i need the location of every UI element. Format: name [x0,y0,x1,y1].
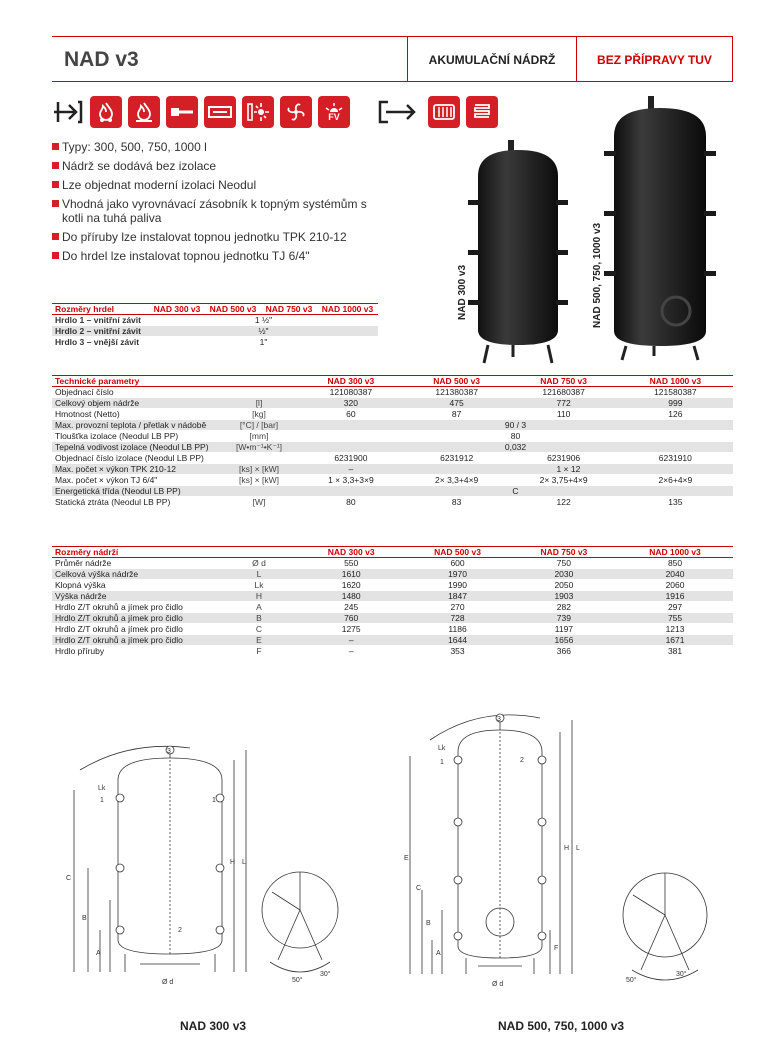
nozzle-label: 3 [167,748,171,755]
dim-label: C [416,885,422,892]
input-arrow-icon [52,96,84,128]
dim-label: C [66,875,72,882]
table-row: Hrdlo 3 – vnější závit 1" [52,337,378,348]
drawing-caption-small: NAD 300 v3 [180,1019,247,1033]
table-header: Technické parametry [52,376,220,387]
dim-label: B [82,915,87,922]
table-row: Objednací číslo 121080387 121380387 121680387 121580387 [52,387,733,398]
nozzle-label: 3 [497,716,501,723]
electric-heater-icon [166,96,198,128]
heat-pump-icon [204,96,236,128]
table-header: NAD 1000 v3 [618,376,733,387]
page-header [52,36,733,82]
floor-heating-icon [466,96,498,128]
table-row: Hrdlo 2 – vnitřní závit ½" [52,326,378,337]
angle-label: 50° [626,977,637,984]
feature-item: Do příruby lze instalovat topnou jednotku TPK 210-12 [52,230,412,244]
table-header: NAD 300 v3 [298,376,404,387]
nozzle-label: 2 [178,927,182,934]
feature-item: Lze objednat moderní izolaci Neodul [52,178,412,192]
table-row: Hrdlo Z/T okruhů a jímek pro čidlo C 1275 1186 1197 1213 [52,624,733,635]
page-title: NAD v3 [64,48,139,71]
nozzle-table [52,303,378,348]
tech-table [52,375,733,508]
dim-label: B [426,920,431,927]
dim-label: L [576,845,580,852]
dim-label: H [564,845,570,852]
dim-label: H [230,859,236,866]
angle-label: 30° [676,971,687,978]
table-header: NAD 500 v3 [404,376,510,387]
table-row: Tepelná vodivost izolace (Neodul LB PP) [W•m⁻¹•K⁻¹] 0,032 [52,442,733,453]
table-row: Výška nádrže H 1480 1847 1903 1916 [52,591,733,602]
nozzle-label: 1 [100,797,104,804]
dim-label: A [96,950,101,957]
pv-label: FV [328,111,340,122]
tank-label-large: NAD 500, 750, 1000 v3 [592,222,603,328]
tag-label: BEZ PŘÍPRAVY TUV [576,37,732,81]
table-header [220,547,298,558]
table-row: Klopná výška Lk 1620 1990 2050 2060 [52,580,733,591]
fan-heating-icon [280,96,312,128]
table-row: Hrdlo Z/T okruhů a jímek pro čidlo A 245 270 282 297 [52,602,733,613]
nozzle-label: 1 [212,797,216,804]
dim-label: Lk [438,745,446,752]
table-header: NAD 300 v3 [298,547,404,558]
table-header: NAD 300 v3 [149,304,205,315]
nozzle-label: 2 [520,757,524,764]
table-header [220,376,298,387]
angle-label: 50° [292,977,303,984]
table-header: NAD 750 v3 [511,547,617,558]
feature-item: Typy: 300, 500, 750, 1000 l [52,140,412,154]
feature-list [52,140,412,268]
table-header: NAD 500 v3 [205,304,261,315]
table-row: Celkový objem nádrže [l] 320 475 772 999 [52,398,733,409]
drawing-small-tank [60,740,360,1000]
tank-photo-small [468,140,568,365]
table-row: Průměr nádrže Ø d 550 600 750 850 [52,558,733,569]
dim-label: Lk [98,785,106,792]
tank-photo-large [604,96,716,361]
solar-thermal-icon [242,96,274,128]
output-arrow-icon [376,96,422,128]
table-row: Hrdlo Z/T okruhů a jímek pro čidlo E – 1644 1656 1671 [52,635,733,646]
feature-item: Do hrdel lze instalovat topnou jednotku TJ 6/4" [52,249,412,263]
table-header: Rozměry nádrží [52,547,220,558]
table-header: NAD 750 v3 [510,376,618,387]
wood-fire-icon [90,96,122,128]
gas-fire-icon [128,96,160,128]
dim-label: Ø d [492,981,504,988]
table-row: Statická ztráta (Neodul LB PP) [W] 80 83 122 135 [52,497,733,508]
table-row: Hrdlo 1 – vnitřní závit 1 ½" [52,315,378,326]
feature-item: Vhodná jako vyrovnávací zásobník k topným systémům s kotli na tuhá paliva [52,197,372,225]
table-row: Tloušťka izolace (Neodul LB PP) [mm] 80 [52,431,733,442]
table-header: NAD 1000 v3 [317,304,378,315]
drawing-caption-large: NAD 500, 750, 1000 v3 [498,1019,625,1033]
table-header: Rozměry hrdel [52,304,149,315]
table-row: Max. počet × výkon TPK 210-12 [ks] × [kW] – 1 × 12 [52,464,733,475]
table-row: Energetická třída (Neodul LB PP) C [52,486,733,497]
table-header: NAD 750 v3 [261,304,317,315]
feature-icon-row [52,96,498,128]
dim-label: L [242,859,246,866]
dim-label: A [436,950,441,957]
table-row: Hrdlo příruby F – 353 366 381 [52,646,733,657]
dim-label: Ø d [162,979,174,986]
table-row: Max. počet × výkon TJ 6/4" [ks] × [kW] 1 × 3,3+3×9 2× 3,3+4×9 2× 3,75+4×9 2×6+4×9 [52,475,733,486]
dim-label: E [404,855,409,862]
category-label: AKUMULAČNÍ NÁDRŽ [407,37,576,81]
photovoltaic-icon [318,96,350,128]
angle-label: 30° [320,971,331,978]
feature-item: Nádrž se dodává bez izolace [52,159,412,173]
dim-label: F [554,945,559,952]
drawing-large-tank [400,710,740,1000]
tank-label-small: NAD 300 v3 [457,264,468,320]
radiator-icon [428,96,460,128]
table-row: Hmotnost (Netto) [kg] 60 87 110 126 [52,409,733,420]
table-header: NAD 500 v3 [404,547,510,558]
table-header: NAD 1000 v3 [617,547,733,558]
nozzle-label: 1 [440,759,444,766]
table-row: Celková výška nádrže L 1610 1970 2030 2040 [52,569,733,580]
table-row: Objednací číslo izolace (Neodul LB PP) 6231900 6231912 6231906 6231910 [52,453,733,464]
table-row: Hrdlo Z/T okruhů a jímek pro čidlo B 760 728 739 755 [52,613,733,624]
dimensions-table [52,546,733,657]
table-row: Max. provozní teplota / přetlak v nádobě [°C] / [bar] 90 / 3 [52,420,733,431]
